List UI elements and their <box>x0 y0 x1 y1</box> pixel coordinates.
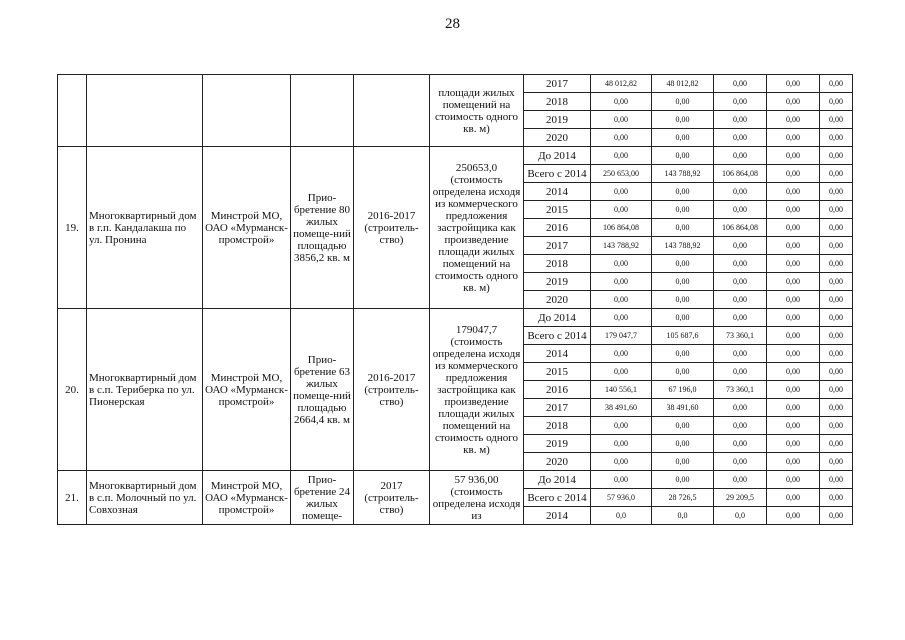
value-cell: 0,00 <box>767 471 820 489</box>
value-cell: 0,00 <box>714 471 767 489</box>
value-cell: 0,00 <box>652 147 714 165</box>
year-cell: 2020 <box>524 453 591 471</box>
page-number: 28 <box>445 16 460 32</box>
period-cell: 2016-2017 (строитель-ство) <box>354 309 430 471</box>
value-cell: 0,00 <box>820 507 853 525</box>
value-cell: 0,0 <box>652 507 714 525</box>
value-cell: 0,00 <box>714 93 767 111</box>
value-cell: 0,00 <box>591 255 652 273</box>
table-row <box>58 471 853 489</box>
value-cell: 0,00 <box>820 417 853 435</box>
value-cell: 0,00 <box>820 345 853 363</box>
value-cell: 0,00 <box>767 201 820 219</box>
value-cell: 0,00 <box>652 111 714 129</box>
year-cell: 2014 <box>524 345 591 363</box>
entry-number: 20. <box>58 309 87 471</box>
value-cell: 73 360,1 <box>714 381 767 399</box>
value-cell: 0,00 <box>714 201 767 219</box>
value-cell: 0,00 <box>591 453 652 471</box>
year-cell: 2017 <box>524 75 591 93</box>
value-cell: 0,00 <box>714 345 767 363</box>
object-cell: Многоквартирный дом в с.п. Териберка по ул. Пионерская <box>87 309 203 471</box>
cost-cell: 179047,7 (стоимость определена исходя из коммерческого предложения застройщика как произведение площади жилых помещений на стоимость одного кв. м) <box>430 309 524 471</box>
value-cell: 0,00 <box>820 219 853 237</box>
value-cell: 143 788,92 <box>652 237 714 255</box>
value-cell: 0,00 <box>652 363 714 381</box>
value-cell: 48 012,82 <box>591 75 652 93</box>
value-cell: 250 653,00 <box>591 165 652 183</box>
value-cell: 0,00 <box>591 111 652 129</box>
customer-cell: Минстрой МО, ОАО «Мурманск-промстрой» <box>203 309 291 471</box>
year-cell: 2019 <box>524 273 591 291</box>
period-cell <box>354 75 430 147</box>
value-cell: 0,00 <box>767 111 820 129</box>
value-cell: 73 360,1 <box>714 327 767 345</box>
value-cell: 0,00 <box>714 255 767 273</box>
value-cell: 0,00 <box>652 183 714 201</box>
table-row <box>58 75 853 93</box>
year-cell: 2015 <box>524 363 591 381</box>
value-cell: 0,00 <box>820 489 853 507</box>
value-cell: 0,00 <box>767 219 820 237</box>
value-cell: 0,0 <box>714 507 767 525</box>
value-cell: 0,00 <box>714 75 767 93</box>
value-cell: 0,00 <box>652 273 714 291</box>
value-cell: 0,00 <box>714 399 767 417</box>
value-cell: 0,00 <box>652 417 714 435</box>
value-cell: 0,00 <box>714 291 767 309</box>
value-cell: 0,00 <box>767 129 820 147</box>
value-cell: 0,00 <box>591 93 652 111</box>
value-cell: 0,00 <box>820 255 853 273</box>
value-cell: 106 864,08 <box>714 219 767 237</box>
value-cell: 0,00 <box>652 255 714 273</box>
value-cell: 0,00 <box>767 273 820 291</box>
action-cell: Прио-бретение 80 жилых помеще-ний площадью 3856,2 кв. м <box>291 147 354 309</box>
value-cell: 106 864,08 <box>591 219 652 237</box>
year-cell: До 2014 <box>524 147 591 165</box>
value-cell: 0,00 <box>820 273 853 291</box>
year-cell: 2017 <box>524 399 591 417</box>
value-cell: 105 687,6 <box>652 327 714 345</box>
cost-cell: 57 936,00 (стоимость определена исходя из <box>430 471 524 525</box>
value-cell: 0,00 <box>591 345 652 363</box>
value-cell: 0,00 <box>767 75 820 93</box>
value-cell: 0,00 <box>820 327 853 345</box>
value-cell: 0,00 <box>767 363 820 381</box>
year-cell: Всего с 2014 <box>524 489 591 507</box>
value-cell: 0,00 <box>714 363 767 381</box>
value-cell: 0,00 <box>714 273 767 291</box>
value-cell: 0,00 <box>652 129 714 147</box>
value-cell: 0,00 <box>820 75 853 93</box>
value-cell: 0,00 <box>767 399 820 417</box>
value-cell: 0,00 <box>714 309 767 327</box>
value-cell: 38 491,60 <box>652 399 714 417</box>
year-cell: 2018 <box>524 417 591 435</box>
value-cell: 0,00 <box>767 309 820 327</box>
value-cell: 0,00 <box>767 93 820 111</box>
year-cell: 2019 <box>524 435 591 453</box>
value-cell: 0,00 <box>714 237 767 255</box>
year-cell: До 2014 <box>524 309 591 327</box>
entry-number <box>58 75 87 147</box>
year-cell: 2016 <box>524 381 591 399</box>
entry-number: 21. <box>58 471 87 525</box>
value-cell: 0,00 <box>652 435 714 453</box>
value-cell: 0,00 <box>820 165 853 183</box>
value-cell: 0,00 <box>714 111 767 129</box>
value-cell: 0,00 <box>820 381 853 399</box>
value-cell: 0,00 <box>714 435 767 453</box>
value-cell: 0,00 <box>652 453 714 471</box>
period-cell: 2016-2017 (строитель-ство) <box>354 147 430 309</box>
value-cell: 0,00 <box>767 417 820 435</box>
value-cell: 0,00 <box>767 453 820 471</box>
value-cell: 0,00 <box>591 147 652 165</box>
value-cell: 0,00 <box>820 471 853 489</box>
action-cell: Прио-бретение 24 жилых помеще- <box>291 471 354 525</box>
value-cell: 0,00 <box>591 309 652 327</box>
customer-cell: Минстрой МО, ОАО «Мурманск-промстрой» <box>203 147 291 309</box>
year-cell: Всего с 2014 <box>524 165 591 183</box>
value-cell: 0,00 <box>591 201 652 219</box>
value-cell: 106 864,08 <box>714 165 767 183</box>
value-cell: 48 012,82 <box>652 75 714 93</box>
value-cell: 0,00 <box>767 237 820 255</box>
value-cell: 0,00 <box>767 165 820 183</box>
year-cell: 2014 <box>524 507 591 525</box>
action-cell: Прио-бретение 63 жилых помеще-ний площадью 2664,4 кв. м <box>291 309 354 471</box>
value-cell: 0,00 <box>820 309 853 327</box>
value-cell: 0,00 <box>714 417 767 435</box>
table-row <box>58 309 853 327</box>
period-cell: 2017 (строитель-ство) <box>354 471 430 525</box>
value-cell: 29 209,5 <box>714 489 767 507</box>
value-cell: 0,00 <box>767 435 820 453</box>
value-cell: 0,00 <box>820 201 853 219</box>
year-cell: Всего с 2014 <box>524 327 591 345</box>
value-cell: 0,00 <box>820 291 853 309</box>
value-cell: 179 047,7 <box>591 327 652 345</box>
object-cell: Многоквартирный дом в с.п. Молочный по ул. Совхозная <box>87 471 203 525</box>
action-cell <box>291 75 354 147</box>
value-cell: 143 788,92 <box>652 165 714 183</box>
value-cell: 0,00 <box>767 327 820 345</box>
value-cell: 0,00 <box>767 345 820 363</box>
value-cell: 0,00 <box>591 183 652 201</box>
value-cell: 0,00 <box>767 291 820 309</box>
value-cell: 0,00 <box>767 183 820 201</box>
value-cell: 143 788,92 <box>591 237 652 255</box>
value-cell: 0,00 <box>591 273 652 291</box>
value-cell: 0,00 <box>820 183 853 201</box>
value-cell: 0,00 <box>591 471 652 489</box>
object-cell <box>87 75 203 147</box>
value-cell: 0,00 <box>591 435 652 453</box>
year-cell: 2018 <box>524 255 591 273</box>
value-cell: 0,00 <box>820 435 853 453</box>
value-cell: 0,00 <box>820 147 853 165</box>
year-cell: 2020 <box>524 129 591 147</box>
year-cell: 2016 <box>524 219 591 237</box>
value-cell: 0,00 <box>591 291 652 309</box>
year-cell: 2014 <box>524 183 591 201</box>
cost-cell: площади жилых помещений на стоимость одного кв. м) <box>430 75 524 147</box>
value-cell: 0,0 <box>591 507 652 525</box>
value-cell: 28 726,5 <box>652 489 714 507</box>
value-cell: 57 936,0 <box>591 489 652 507</box>
value-cell: 0,00 <box>652 471 714 489</box>
value-cell: 0,00 <box>652 93 714 111</box>
value-cell: 0,00 <box>652 219 714 237</box>
value-cell: 0,00 <box>767 489 820 507</box>
value-cell: 0,00 <box>767 255 820 273</box>
value-cell: 0,00 <box>767 381 820 399</box>
value-cell: 38 491,60 <box>591 399 652 417</box>
value-cell: 0,00 <box>652 309 714 327</box>
value-cell: 0,00 <box>591 129 652 147</box>
value-cell: 0,00 <box>820 237 853 255</box>
entry-number: 19. <box>58 147 87 309</box>
value-cell: 0,00 <box>652 201 714 219</box>
value-cell: 0,00 <box>820 93 853 111</box>
year-cell: 2019 <box>524 111 591 129</box>
value-cell: 0,00 <box>820 363 853 381</box>
value-cell: 140 556,1 <box>591 381 652 399</box>
object-cell: Многоквартирный дом в г.п. Кандалакша по ул. Пронина <box>87 147 203 309</box>
cost-cell: 250653,0 (стоимость определена исходя из коммерческого предложения застройщика как произведение площади жилых помещений на стоимость одного кв. м) <box>430 147 524 309</box>
year-cell: 2018 <box>524 93 591 111</box>
year-cell: 2015 <box>524 201 591 219</box>
value-cell: 0,00 <box>820 129 853 147</box>
table-row <box>58 147 853 165</box>
year-cell: До 2014 <box>524 471 591 489</box>
value-cell: 0,00 <box>714 453 767 471</box>
value-cell: 0,00 <box>652 345 714 363</box>
program-table <box>57 74 853 525</box>
value-cell: 0,00 <box>714 183 767 201</box>
value-cell: 0,00 <box>767 507 820 525</box>
value-cell: 0,00 <box>767 147 820 165</box>
customer-cell: Минстрой МО, ОАО «Мурманск-промстрой» <box>203 471 291 525</box>
value-cell: 0,00 <box>714 147 767 165</box>
value-cell: 0,00 <box>820 453 853 471</box>
value-cell: 0,00 <box>820 111 853 129</box>
value-cell: 67 196,0 <box>652 381 714 399</box>
value-cell: 0,00 <box>652 291 714 309</box>
value-cell: 0,00 <box>714 129 767 147</box>
customer-cell <box>203 75 291 147</box>
value-cell: 0,00 <box>591 417 652 435</box>
year-cell: 2020 <box>524 291 591 309</box>
year-cell: 2017 <box>524 237 591 255</box>
value-cell: 0,00 <box>591 363 652 381</box>
value-cell: 0,00 <box>820 399 853 417</box>
